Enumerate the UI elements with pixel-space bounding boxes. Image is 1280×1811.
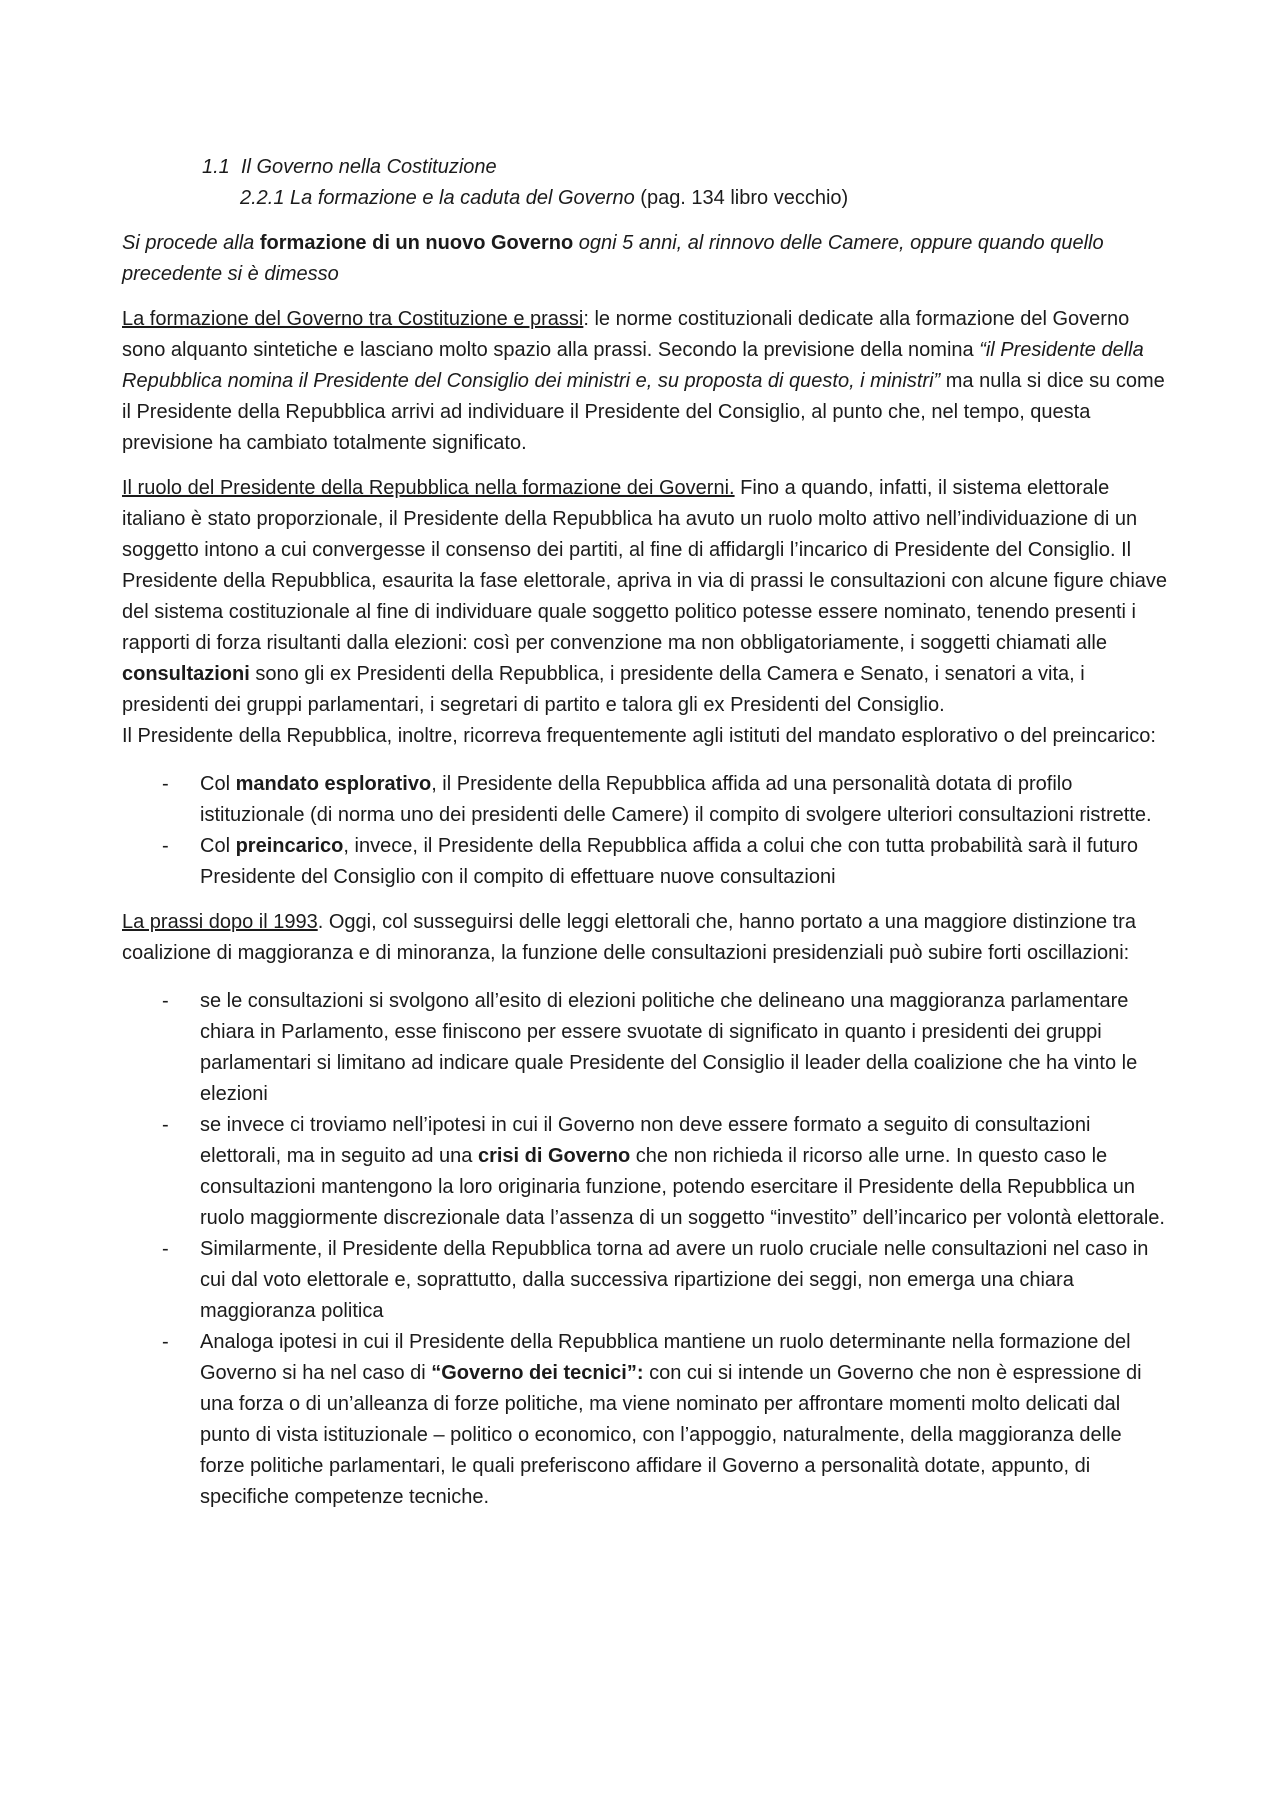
- heading-1-number: 1.1: [202, 156, 230, 178]
- list-item-bold: preincarico: [235, 835, 344, 857]
- list-item: [122, 1327, 1170, 1513]
- heading-level-1: [202, 152, 1170, 183]
- intro-text-1: Si procede alla: [122, 232, 260, 254]
- formazione-text-1: : le norme costituzionali dedicate alla formazione del Governo sono alquanto sintetiche e lasciano molto spazio alla prassi. Secondo la previsione della nomina: [122, 308, 1130, 361]
- formazione-paragraph: [122, 304, 1170, 459]
- formazione-heading: La formazione del Governo tra Costituzione e prassi: [122, 308, 584, 330]
- formazione-text-2: ma nulla si dice su come il Presidente della Repubblica arrivi ad individuare il Presidente del Consiglio, al punto che, nel tempo, questa previsione ha cambiato totalmente significato.: [122, 370, 1165, 454]
- list-item: [122, 986, 1170, 1110]
- list-item-text: con cui si intende un Governo che non è espressione di una forza o di un’alleanza di forze politiche, ma viene nominato per affrontare momenti molto delicati dal punto di vista istituzionale – politico o economico, con l’appoggio, naturalmente, della maggioranza delle forze politiche parlamentari, le quali preferiscono affidare il Governo a personalità dotate, appunto, di specifiche competenze tecniche.: [200, 1362, 1142, 1508]
- ruolo-paragraph: [122, 473, 1170, 721]
- list-item: [122, 769, 1170, 831]
- ruolo-bold: consultazioni: [122, 663, 250, 685]
- heading-level-2: [240, 183, 1170, 214]
- list-item: [122, 1234, 1170, 1327]
- istituti-list: [122, 769, 1170, 893]
- formazione-quote: “il Presidente della Repubblica nomina il Presidente del Consiglio dei ministri e, su proposta di questo, i ministri”: [122, 339, 1144, 392]
- consultazioni-list: [122, 986, 1170, 1513]
- prassi-paragraph: [122, 907, 1170, 969]
- ruolo-text-1: Fino a quando, infatti, il sistema elettorale italiano è stato proporzionale, il Presidente della Repubblica ha avuto un ruolo molto attivo nell’individuazione di un soggetto intono a cui convergesse il consenso dei partiti, al fine di affidargli l’incarico di Presidente del Consiglio. Il Presidente della Repubblica, esaurita la fase elettorale, apriva in via di prassi le consultazioni con alcune figure chiave del sistema costituzionale al fine di individuare quale soggetto politico potesse essere nominato, tenendo presenti i rapporti di forza risultanti dalla elezioni: così per convenzione ma non obbligatoriamente, i soggetti chiamati alle: [122, 477, 1168, 654]
- prassi-text: . Oggi, col susseguirsi delle leggi elettorali che, hanno portato a una maggiore distinzione tra coalizione di maggioranza e di minoranza, la funzione delle consultazioni presidenziali può subire forti oscillazioni:: [122, 911, 1136, 964]
- intro-bold: formazione di un nuovo Governo: [259, 232, 574, 254]
- list-item-bold: “Governo dei tecnici”:: [431, 1362, 644, 1384]
- list-item-text: , il Presidente della Repubblica affida ad una personalità dotata di profilo istituzionale (di norma uno dei presidenti delle Camere) il compito di svolgere ulteriori consultazioni ristrette.: [200, 773, 1152, 826]
- prassi-heading: La prassi dopo il 1993: [122, 911, 318, 933]
- list-item-bold: crisi di Governo: [477, 1145, 631, 1167]
- intro-text-2: ogni 5 anni, al rinnovo delle Camere, oppure quando quello precedente si è dimesso: [122, 232, 1104, 285]
- ruolo-paragraph-2: Il Presidente della Repubblica, inoltre, ricorreva frequentemente agli istituti del mandato esplorativo o del preincarico:: [122, 725, 1156, 747]
- list-item-text: Similarmente, il Presidente della Repubblica torna ad avere un ruolo cruciale nelle consultazioni nel caso in cui dal voto elettorale e, soprattutto, dalla successiva ripartizione dei seggi, non emerga una chiara maggioranza politica: [200, 1238, 1149, 1322]
- list-item-text: se le consultazioni si svolgono all’esito di elezioni politiche che delineano una maggioranza parlamentare chiara in Parlamento, esse finiscono per essere svuotate di significato in quanto i presidenti dei gruppi parlamentari si limitano ad indicare quale Presidente del Consiglio il leader della coalizione che ha vinto le elezioni: [200, 990, 1138, 1105]
- heading-2-reference: (pag. 134 libro vecchio): [640, 187, 849, 209]
- list-item-text: se invece ci troviamo nell’ipotesi in cui il Governo non deve essere formato a seguito di consultazioni elettorali, ma in seguito ad una: [200, 1114, 1091, 1167]
- ruolo-text-2: sono gli ex Presidenti della Repubblica, i presidente della Camera e Senato, i senatori a vita, i presidenti dei gruppi parlamentari, i segretari di partito e talora gli ex Presidenti del Consiglio.: [122, 663, 1085, 716]
- ruolo-heading: Il ruolo del Presidente della Repubblica nella formazione dei Governi.: [122, 477, 735, 499]
- intro-paragraph: [122, 228, 1170, 290]
- list-item-text: Analoga ipotesi in cui il Presidente della Repubblica mantiene un ruolo determinante nella formazione del Governo si ha nel caso di: [200, 1331, 1131, 1384]
- list-item-text: che non richieda il ricorso alle urne. In questo caso le consultazioni mantengono la loro originaria funzione, potendo esercitare il Presidente della Repubblica un ruolo maggiormente discrezionale data l’assenza di un soggetto “investito” dell’incarico per volontà elettorale.: [200, 1145, 1165, 1229]
- heading-2-title: La formazione e la caduta del Governo: [290, 187, 635, 209]
- list-item-text: Col: [200, 773, 236, 795]
- heading-1-title: Il Governo nella Costituzione: [240, 156, 497, 178]
- list-item: [122, 1110, 1170, 1234]
- list-item-bold: mandato esplorativo: [235, 773, 432, 795]
- list-item-text: , invece, il Presidente della Repubblica affida a colui che con tutta probabilità sarà il futuro Presidente del Consiglio con il compito di effettuare nuove consultazioni: [200, 835, 1138, 888]
- heading-2-number: 2.2.1: [240, 187, 285, 209]
- list-item: [122, 831, 1170, 893]
- list-item-text: Col: [200, 835, 236, 857]
